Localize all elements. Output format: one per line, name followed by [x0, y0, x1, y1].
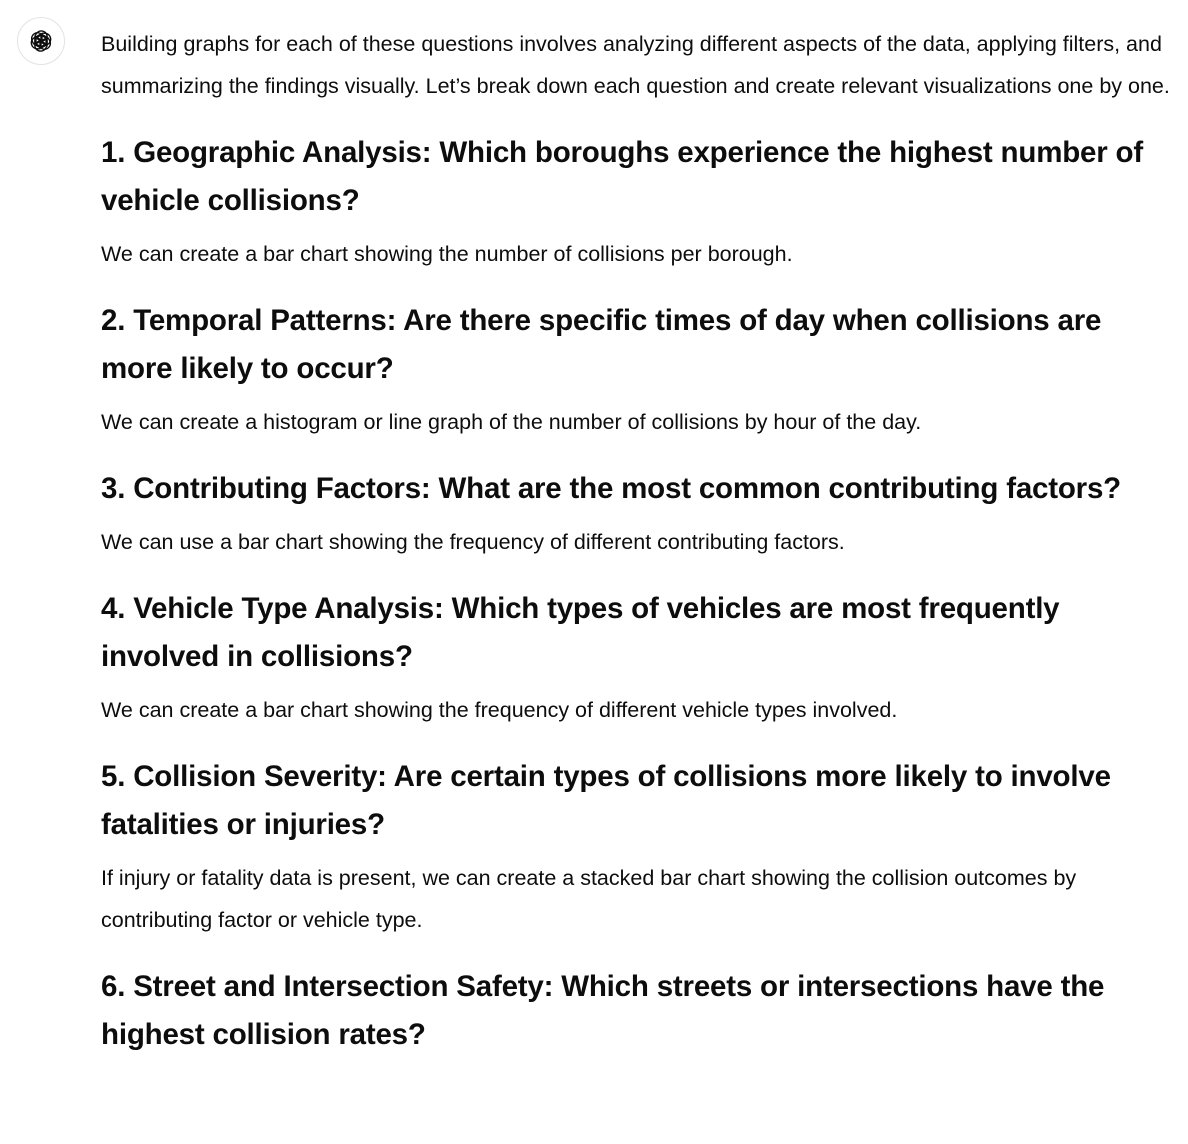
- question-number: 6.: [101, 970, 126, 1003]
- openai-logo-icon: [27, 27, 55, 55]
- assistant-avatar: [17, 17, 65, 65]
- question-answer: We can create a bar chart showing the frequency of different vehicle types involved.: [101, 698, 898, 722]
- question-heading: [101, 963, 1171, 1059]
- assistant-message: [101, 23, 1171, 1059]
- question-number: 1.: [101, 136, 126, 169]
- question-number: 5.: [101, 760, 126, 793]
- question-answer: We can use a bar chart showing the frequency of different contributing factors.: [101, 530, 845, 554]
- question-answer: We can create a bar chart showing the number of collisions per borough.: [101, 242, 793, 266]
- question-number: 4.: [101, 592, 126, 625]
- question-4: [101, 585, 1171, 731]
- question-title: Geographic Analysis: Which boroughs experience the highest number of vehicle collisions?: [101, 136, 1143, 217]
- question-5: [101, 753, 1171, 941]
- question-answer: We can create a histogram or line graph of the number of collisions by hour of the day.: [101, 410, 922, 434]
- question-number: 2.: [101, 304, 126, 337]
- question-2: [101, 297, 1171, 443]
- question-3: [101, 465, 1171, 563]
- question-title: Temporal Patterns: Are there specific times of day when collisions are more likely to occur?: [101, 304, 1102, 385]
- question-title: Collision Severity: Are certain types of collisions more likely to involve fatalities or injuries?: [101, 760, 1111, 841]
- question-title: Contributing Factors: What are the most common contributing factors?: [133, 472, 1121, 505]
- question-heading: [101, 753, 1171, 849]
- question-heading: [101, 297, 1171, 393]
- question-heading: [101, 129, 1171, 225]
- question-answer: If injury or fatality data is present, we can create a stacked bar chart showing the collision outcomes by contributing factor or vehicle type.: [101, 866, 1077, 932]
- question-number: 3.: [101, 472, 126, 505]
- message-intro: Building graphs for each of these questions involves analyzing different aspects of the data, applying filters, and summarizing the findings visually. Let’s break down each question and create relevant visualizations one by one.: [101, 32, 1170, 98]
- question-title: Vehicle Type Analysis: Which types of vehicles are most frequently involved in collisions?: [101, 592, 1060, 673]
- question-heading: [101, 585, 1171, 681]
- question-heading: [101, 465, 1171, 513]
- question-6: [101, 963, 1171, 1059]
- question-1: [101, 129, 1171, 275]
- question-title: Street and Intersection Safety: Which streets or intersections have the highest collision rates?: [101, 970, 1105, 1051]
